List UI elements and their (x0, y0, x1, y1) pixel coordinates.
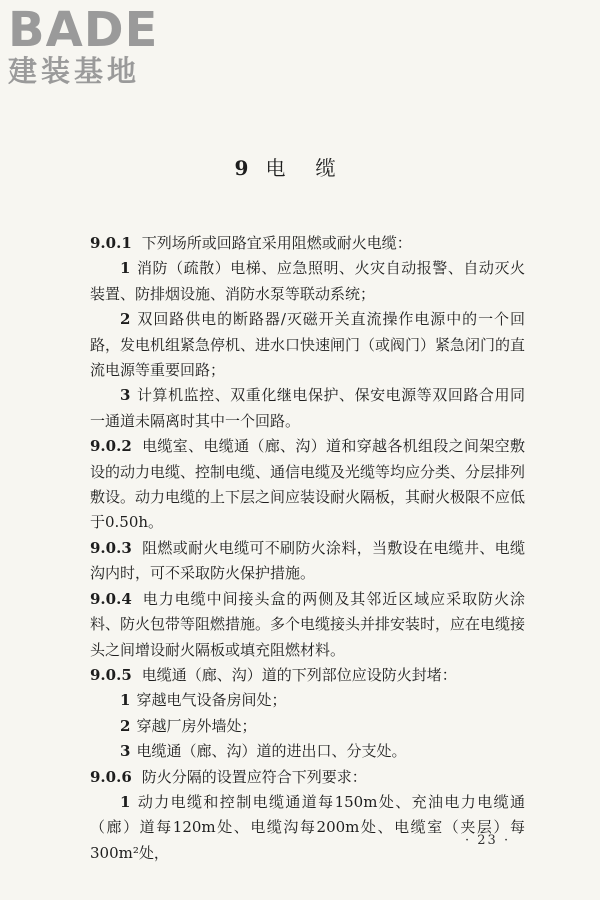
clause (90, 663, 525, 688)
chapter-number: 9 (234, 156, 250, 180)
logo-brand: BADE (8, 2, 159, 58)
clause-text: 防火分隔的设置应符合下列要求： (141, 767, 367, 786)
clause-number: 9.0.2 (90, 437, 132, 456)
sub-item-text: 穿越电气设备房间处； (136, 691, 287, 710)
sub-item (90, 688, 525, 713)
chapter-title: 电缆 (265, 156, 366, 180)
sub-item-number: 1 (120, 792, 131, 811)
sub-item-number: 1 (120, 691, 131, 710)
chapter-heading (0, 152, 600, 181)
clause (90, 434, 525, 536)
sub-item (90, 307, 525, 383)
clause-number: 9.0.3 (90, 538, 132, 557)
document-body (90, 231, 525, 866)
clause-number: 9.0.1 (90, 234, 132, 252)
sub-item-number: 2 (120, 716, 131, 735)
sub-item-number: 2 (120, 310, 131, 329)
sub-item-number: 3 (120, 386, 131, 405)
clause-number: 9.0.5 (90, 665, 132, 684)
sub-item-text: 计算机监控、双重化继电保护、保安电源等双回路合用同一通道未隔离时其中一个回路。 (90, 386, 525, 430)
sub-item (90, 714, 525, 739)
sub-item-text: 穿越厂房外墙处； (136, 716, 257, 735)
sub-item (90, 739, 525, 764)
sub-item-text: 消防（疏散）电梯、应急照明、火灾自动报警、自动灭火装置、防排烟设施、消防水泵等联动系统； (90, 259, 525, 303)
sub-item (90, 256, 525, 307)
sub-item-text: 双回路供电的断路器/灭磁开关直流操作电源中的一个回路，发电机组紧急停机、进水口快速闸门（或阀门）紧急闭门的直流电源等重要回路； (90, 310, 526, 380)
clause-number: 9.0.6 (90, 767, 132, 786)
clause-text: 电缆通（廊、沟）道的下列部位应设防火封堵： (141, 665, 457, 684)
sub-item (90, 383, 525, 434)
clause-text: 下列场所或回路宜采用阻燃或耐火电缆： (141, 234, 412, 252)
logo-subtitle: 建装基地 (8, 54, 141, 88)
clause-number: 9.0.4 (90, 589, 132, 608)
sub-item-number: 1 (120, 259, 131, 278)
sub-item-text: 动力电缆和控制电缆通道每150m处、充油电力电缆通（廊）道每120m处、电缆沟每200m处、电缆室（夹层）每300m²处， (90, 792, 525, 862)
clause (90, 765, 525, 790)
clause (90, 231, 525, 256)
clause (90, 587, 525, 663)
clause-text: 阻燃或耐火电缆可不刷防火涂料，当敷设在电缆井、电缆沟内时，可不采取防火保护措施。 (90, 538, 525, 583)
logo (8, 4, 178, 88)
clause (90, 536, 525, 587)
sub-item-text: 电缆通（廊、沟）道的进出口、分支处。 (136, 742, 407, 761)
sub-item-number: 3 (120, 742, 131, 761)
page-number: · 23 · (465, 833, 511, 848)
clause-text: 电缆室、电缆通（廊、沟）道和穿越各机组段之间架空敷设的动力电缆、控制电缆、通信电缆及光缆等均应分类、分层排列敷设。动力电缆的上下层之间应装设耐火隔板，其耐火极限不应低于0.50h。 (90, 437, 526, 532)
sub-item (90, 790, 525, 866)
clause-text: 电力电缆中间接头盒的两侧及其邻近区域应采取防火涂料、防火包带等阻燃措施。多个电缆接头并排安装时，应在电缆接头之间增设耐火隔板或填充阻燃材料。 (90, 589, 526, 659)
